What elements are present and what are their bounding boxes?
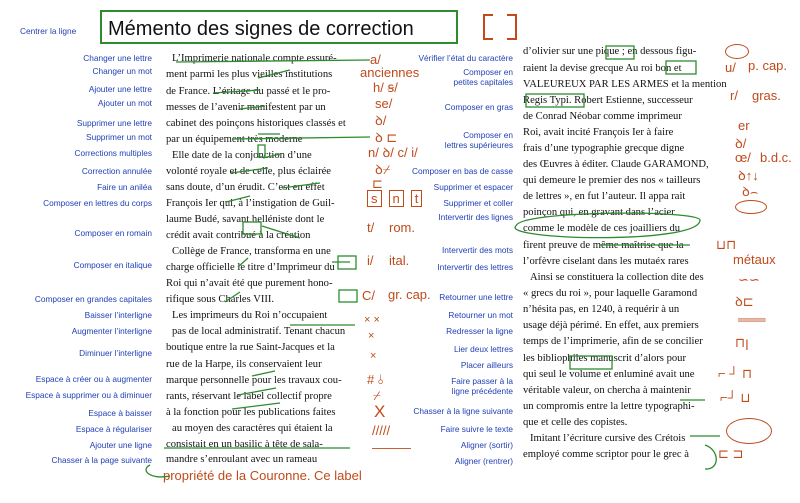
label-left-1: Changer une lettre bbox=[83, 53, 152, 63]
col2-line-0: d’olivier sur une pique ; en dessous figu- bbox=[523, 46, 697, 57]
label-left-6: Supprimer un mot bbox=[86, 132, 152, 142]
col1-line-15: rifique sous Charles VIII. bbox=[166, 294, 275, 305]
label-mid-14: Redresser la ligne bbox=[446, 326, 513, 336]
mark-bdc: b.d.c. bbox=[760, 150, 792, 165]
label-mid-10: Intervertir des mots bbox=[441, 245, 513, 255]
col1-line-9: François Ier qui, à l’instigation de Guil- bbox=[166, 198, 335, 209]
mark-retourner-lettre: ∽∽ bbox=[738, 272, 760, 287]
col2-line-6: frais d’une typographie grecque digne bbox=[523, 143, 685, 154]
mark-multiple: n/ ꝺ/ c/ i/ bbox=[368, 145, 418, 160]
col1-line-11: crédit avait contribué à la création bbox=[166, 230, 311, 241]
mark-annulee: ꝺ⌿ bbox=[375, 162, 391, 177]
mark-ligne-precedente: ⌐┘ ⊔ bbox=[720, 390, 751, 405]
label-left-9: Faire un aniléa bbox=[97, 182, 152, 192]
mark-rom-prefix: t/ bbox=[367, 220, 375, 235]
label-mid-22: Aligner (rentrer) bbox=[454, 456, 513, 466]
col1-line-14: Roi qui n’avait été que purement hono- bbox=[166, 278, 333, 289]
mark-delete-letter: ꝺ/ bbox=[375, 113, 387, 128]
label-mid-21: Aligner (sortir) bbox=[460, 440, 513, 450]
mark-retourner-mot: ꝺ⊏ bbox=[735, 294, 754, 309]
label-mid-9: Intervertir des lignes bbox=[438, 212, 513, 222]
label-mid-18: ligne précédente bbox=[451, 386, 513, 396]
mark-alinea: ⊏ bbox=[372, 176, 383, 191]
label-left-3: Ajouter une lettre bbox=[88, 84, 152, 94]
mark-ital: ital. bbox=[389, 253, 410, 268]
col1-line-24: consistait en un basilic à tête de sala- bbox=[166, 439, 323, 450]
label-left-10: Composer en lettres du corps bbox=[43, 198, 152, 208]
mark-x3: × bbox=[370, 350, 377, 362]
label-left-13: Composer en grandes capitales bbox=[34, 294, 152, 304]
col2-line-15: « grecs du roi », pour laquelle Garamond bbox=[523, 288, 698, 299]
label-mid-4: Composer en bbox=[463, 130, 513, 140]
mark-ital-prefix: i/ bbox=[367, 253, 374, 268]
label-mid-16: Placer ailleurs bbox=[460, 360, 513, 370]
mark-x2: × bbox=[368, 330, 375, 342]
col2-line-22: un compromis entre la lettre typographi- bbox=[523, 401, 695, 412]
col1-line-17: pas de local administratif. Tenant chacun bbox=[172, 326, 346, 337]
mark-anciennes: anciennes bbox=[360, 65, 420, 80]
label-mid-13: Retourner un mot bbox=[448, 310, 513, 320]
mark-supprimer-coller: ꝺ⌢ bbox=[742, 184, 759, 199]
col1-line-25: mandre s’enroulant avec un rameau bbox=[166, 454, 318, 465]
mark-gras-prefix: r/ bbox=[730, 88, 738, 103]
mark-aligner: ⊏ ⊐ bbox=[718, 446, 744, 461]
label-mid-0: Vérifier l’état du caractère bbox=[418, 53, 513, 63]
col1-line-12: Collège de France, transforma en une bbox=[172, 246, 331, 257]
col1-line-23: au moyen des caractères qui étaient la bbox=[172, 423, 333, 434]
col1-line-3: messes de l’avenir manifestent par un bbox=[166, 102, 326, 113]
col2-line-1: raient la devise grecque Au roi bon et bbox=[523, 63, 682, 74]
label-left-17: Espace à créer ou à augmenter bbox=[35, 374, 152, 384]
mark-a: a/ bbox=[370, 52, 381, 67]
label-mid-19: Chasser à la ligne suivante bbox=[413, 406, 513, 416]
col2-line-9: de lettres », en fut l’auteur. Il appa rait bbox=[523, 191, 686, 202]
label-left-21: Ajouter une ligne bbox=[89, 440, 152, 450]
label-left-4: Ajouter un mot bbox=[98, 98, 152, 108]
col2-line-19: les bibliophiles manuscrit d’alors pour bbox=[523, 353, 686, 364]
col1-line-16: Les imprimeurs du Roi n’occupaient bbox=[172, 310, 328, 321]
label-left-2: Changer un mot bbox=[92, 66, 152, 76]
mark-x1: × × bbox=[364, 314, 380, 326]
mark-h: h/ ꞩ/ bbox=[373, 80, 398, 95]
label-left-15: Augmenter l’interligne bbox=[71, 326, 152, 336]
col2-line-2: VALEUREUX PAR LES ARMES et la mention bbox=[523, 79, 727, 90]
col2-line-5: Roi, avait incité François Ier à faire bbox=[523, 127, 674, 138]
col2-line-10: poinçon qui, en gravant dans l’acier bbox=[523, 207, 675, 218]
col2-line-4: de Conrad Néobar comme imprimeur bbox=[523, 111, 682, 122]
col2-line-8: qui demeure le premier des nos « tailleurs bbox=[523, 175, 701, 186]
col2-line-18: temps de l’imprimerie, afin de se concilier bbox=[523, 336, 703, 347]
col1-line-22: à la fonction pour les publications faites bbox=[166, 407, 336, 418]
col1-line-6: Elle date de la conjonction d’une bbox=[172, 150, 312, 161]
col1-line-13: charge officielle le titre d’Imprimeur du bbox=[166, 262, 335, 273]
col1-line-4: cabinet des poinçons historiques classés et bbox=[166, 118, 346, 129]
label-mid-7: Supprimer et espacer bbox=[433, 182, 513, 192]
mark-rom: rom. bbox=[389, 220, 415, 235]
col2-line-12: firent preuve de même maîtrise que la bbox=[523, 240, 684, 251]
label-left-20: Espace à régulariser bbox=[75, 424, 152, 434]
col2-line-13: l’orfèvre ciselant dans les mutaéx rares bbox=[523, 256, 689, 267]
col2-line-20: qui seul le volume et enluminé avait une bbox=[523, 369, 695, 380]
mark-lier: ⊓ꞁ bbox=[735, 335, 749, 350]
mark-bdc-prefix: œ/ bbox=[735, 150, 751, 165]
mark-intervertir-mots: ⊔⊓ bbox=[716, 237, 737, 252]
col2-line-23: que et celle des copistes. bbox=[523, 417, 628, 428]
col1-line-19: rue de la Harpe, ils conservaient leur bbox=[166, 359, 322, 370]
col2-line-16: n’hésita pas, en 1240, à requérir à un bbox=[523, 304, 680, 315]
col2-line-25: employé comme scriptor pour le grec à bbox=[523, 449, 689, 460]
col2-line-7: des Œuvres à éditer. Claude GARAMOND, bbox=[523, 159, 709, 170]
col1-line-0: L’Imprimerie nationale compte essuré- bbox=[172, 53, 337, 64]
col2-line-21: véritable valeur, on chercha à maintenir bbox=[523, 385, 691, 396]
page-title: Mémento des signes de correction bbox=[100, 10, 458, 44]
col1-line-2: de France. L’éritage du passé et le pro- bbox=[166, 86, 331, 97]
col1-line-8: sans doute, d’un érudit. C’est en effet bbox=[166, 182, 325, 193]
label-mid-8: Supprimer et coller bbox=[443, 198, 513, 208]
mark-supprimer-espacer: ꝺ↑↓ bbox=[738, 168, 759, 183]
col2-line-24: Imitant l’écriture cursive des Crétois bbox=[530, 433, 686, 444]
col2-line-3: Regis Typi. Robert Estienne, successeur bbox=[523, 95, 693, 106]
mark-espace-creer: # ⫰ bbox=[367, 372, 384, 387]
mark-grcap-prefix: C/ bbox=[362, 288, 375, 303]
label-mid-2: petites capitales bbox=[453, 77, 513, 87]
mark-ajouter-ligne: ——— bbox=[372, 440, 411, 455]
col1-line-1: ment parmi les plus vieilles institutions bbox=[166, 69, 333, 80]
mark-grcap: gr. cap. bbox=[388, 287, 431, 302]
col1-line-20: marque personnelle pour les travaux cou- bbox=[166, 375, 342, 386]
col1-line-21: rants, réservant le label collectif propre bbox=[166, 391, 332, 402]
label-left-11: Composer en romain bbox=[74, 228, 152, 238]
label-mid-15: Lier deux lettres bbox=[453, 344, 513, 354]
label-left-18: Espace à supprimer ou à diminuer bbox=[25, 390, 152, 400]
col2-line-14: Ainsi se constituera la collection dite des bbox=[530, 272, 704, 283]
mark-delete-word: ꝺ ⊏ bbox=[375, 130, 398, 145]
col1-line-10: laume Budé, savant helléniste dont le bbox=[166, 214, 325, 225]
mark-er: er bbox=[738, 118, 750, 133]
label-mid-11: Intervertir des lettres bbox=[437, 262, 513, 272]
label-mid-17: Faire passer à la bbox=[451, 376, 513, 386]
label-left-14: Baisser l’interligne bbox=[84, 310, 152, 320]
col1-line-18: boutique entre la rue Saint-Jacques et la bbox=[166, 342, 335, 353]
label-mid-20: Faire suivre le texte bbox=[440, 424, 513, 434]
label-mid-1: Composer en bbox=[463, 67, 513, 77]
label-mid-5: lettres supérieures bbox=[444, 140, 513, 150]
label-left-22: Chasser à la page suivante bbox=[51, 455, 152, 465]
col1-bottom-line: propriété de la Couronne. Ce label bbox=[163, 468, 362, 483]
mark-redresser: ═══ bbox=[738, 312, 766, 327]
label-left-8: Correction annulée bbox=[81, 166, 152, 176]
mark-pcap-prefix: u/ bbox=[725, 60, 736, 75]
label-left-16: Diminuer l’interligne bbox=[79, 348, 152, 358]
label-mid-3: Composer en gras bbox=[444, 102, 513, 112]
label-left-12: Composer en italique bbox=[73, 260, 152, 270]
label-mid-12: Retourner une lettre bbox=[439, 292, 513, 302]
label-left-7: Corrections multiples bbox=[74, 148, 152, 158]
mark-espace-baisser: X bbox=[374, 402, 386, 421]
col1-line-7: volonté royale et de celle, plus éclairée bbox=[166, 166, 332, 177]
mark-espace-supprimer: ⌿ bbox=[373, 388, 381, 403]
mark-se: se/ bbox=[375, 96, 393, 111]
label-left-5: Supprimer une lettre bbox=[76, 118, 152, 128]
label-mid-6: Composer en bas de casse bbox=[411, 166, 513, 176]
label-left-19: Espace à baisser bbox=[88, 408, 152, 418]
col1-line-5: par un équipement très moderne bbox=[166, 134, 303, 145]
mark-er-sign: ꝺ/ bbox=[735, 136, 747, 151]
mark-gras: gras. bbox=[752, 88, 781, 103]
label-left-0: Centrer la ligne bbox=[20, 26, 77, 36]
mark-pcap: p. cap. bbox=[748, 58, 788, 73]
col2-line-17: usage déjà périmé. En effet, aux premiers bbox=[523, 320, 699, 331]
col2-line-11: comme le modèle de ces joailliers du bbox=[523, 223, 681, 234]
mark-espace-regulariser: ///// bbox=[372, 423, 391, 438]
mark-placer-ailleurs: ⌐ ┘ ⊓ bbox=[718, 366, 753, 381]
mark-metaux: métaux bbox=[733, 252, 776, 267]
mark-s-n-t: s n t bbox=[367, 190, 422, 208]
